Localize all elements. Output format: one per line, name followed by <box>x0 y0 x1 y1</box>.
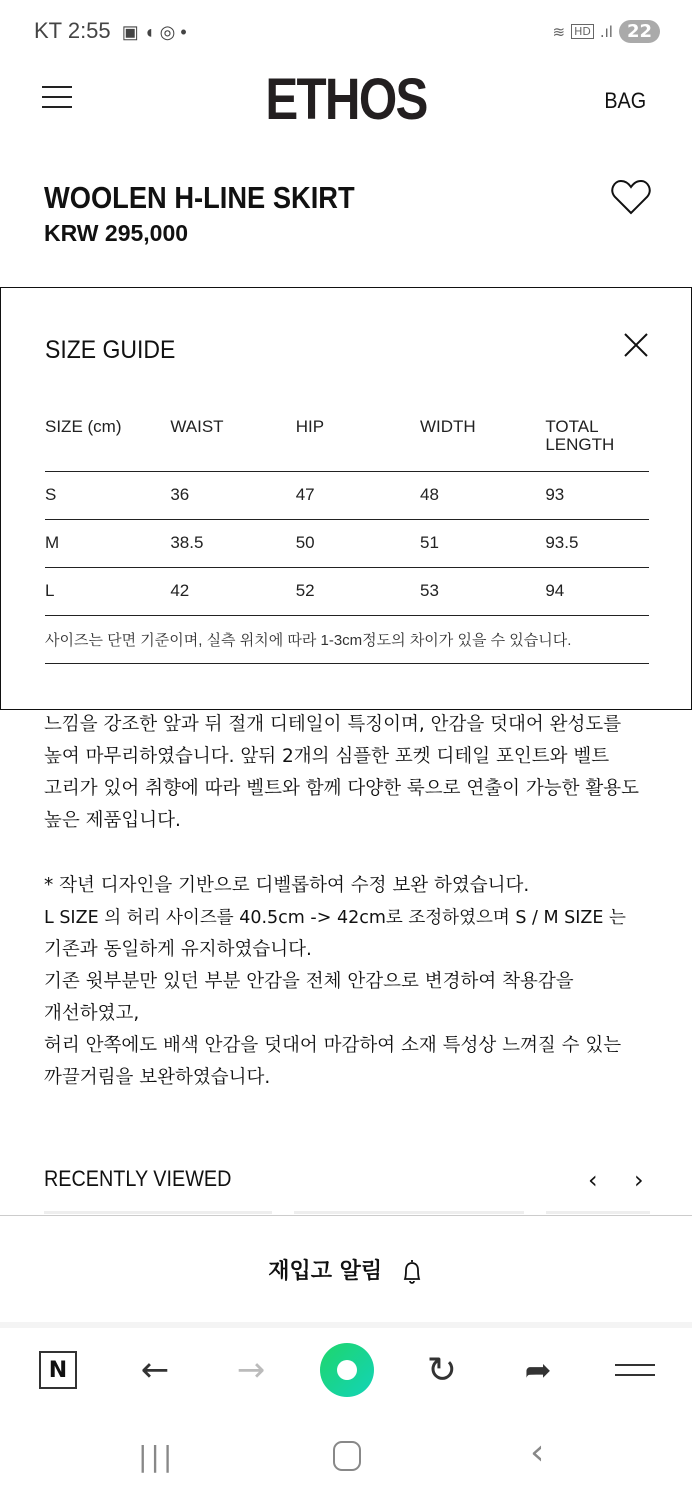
cell: 47 <box>296 471 420 519</box>
divider <box>0 1215 692 1216</box>
cell: 36 <box>170 471 295 519</box>
header-waist: WAIST <box>170 418 295 471</box>
header-size: SIZE (cm) <box>45 418 170 471</box>
cell: 50 <box>296 519 420 567</box>
browser-menu-icon[interactable] <box>605 1340 665 1400</box>
cell: S <box>45 471 170 519</box>
battery-indicator: 22 <box>619 20 660 43</box>
cell: M <box>45 519 170 567</box>
recent-item[interactable] <box>44 1211 272 1214</box>
bell-icon <box>400 1258 424 1286</box>
system-icons <box>553 20 661 43</box>
table-row <box>45 471 649 519</box>
cell: 42 <box>170 567 295 615</box>
status-bar <box>34 18 187 44</box>
heart-icon[interactable] <box>610 178 652 216</box>
restock-alert-button[interactable] <box>0 1254 692 1286</box>
next-arrow-icon[interactable]: › <box>634 1166 644 1194</box>
close-icon[interactable] <box>624 333 648 357</box>
header-total-length: TOTAL LENGTH <box>545 418 649 471</box>
cell: 94 <box>545 567 649 615</box>
size-table <box>45 418 649 664</box>
restock-label: 재입고 알림 <box>268 1259 383 1284</box>
size-note: 사이즈는 단면 기준이며, 실측 위치에 따라 1-3cm정도의 차이가 있을 수 있습니다. <box>45 615 649 663</box>
table-row <box>45 519 649 567</box>
notification-icons: ▣ ◖ ◎ • <box>116 22 187 42</box>
product-price: KRW 295,000 <box>44 220 189 246</box>
recent-apps-icon[interactable]: ||| <box>138 1440 176 1473</box>
naver-home-button[interactable]: N <box>28 1340 88 1400</box>
size-guide-modal <box>0 287 692 710</box>
cell: 51 <box>420 519 545 567</box>
bag-link[interactable]: BAG <box>603 88 646 113</box>
wifi-icon: ≋ <box>552 22 566 41</box>
carrier-time: KT 2:55 <box>34 18 111 43</box>
recent-item[interactable] <box>546 1211 650 1214</box>
cell: 52 <box>296 567 420 615</box>
green-dot-button[interactable] <box>317 1340 377 1400</box>
cell: 38.5 <box>170 519 295 567</box>
recently-viewed-title: RECENTLY VIEWED <box>44 1166 232 1191</box>
share-icon[interactable]: ➦ <box>524 1351 552 1389</box>
cell: 93 <box>545 471 649 519</box>
cell: L <box>45 567 170 615</box>
hd-icon: HD <box>571 24 594 39</box>
home-icon[interactable] <box>333 1441 361 1471</box>
table-row <box>45 567 649 615</box>
back-arrow-icon[interactable]: ← <box>140 1350 170 1390</box>
recent-item[interactable] <box>294 1211 524 1214</box>
product-name: WOOLEN H-LINE SKIRT <box>44 180 355 215</box>
signal-icon: .ıl <box>599 22 613 41</box>
header-hip: HIP <box>296 418 420 471</box>
refresh-icon[interactable]: ↻ <box>426 1349 458 1391</box>
description-para1: 느낌을 강조한 앞과 뒤 절개 디테일이 특징이며, 안감을 덧대어 완성도를 높여 마무리하였습니다. 앞뒤 2개의 심플한 포켓 디테일 포인트와 벨트 고리가 있어 취향에 따라 벨트와 함께 다양한 룩으로 연출이 가능한 활용도 높은 제품입니다. <box>44 714 639 831</box>
cell: 93.5 <box>545 519 649 567</box>
cell: 53 <box>420 567 545 615</box>
description-para2: * 작년 디자인을 기반으로 디벨롭하여 수정 보완 하였습니다. L SIZE 의 허리 사이즈를 40.5cm -> 42cm로 조정하였으며 S / M SIZE 는 기존과 동일하게 유지하였습니다. 기존 윗부분만 있던 부분 안감을 전체 안감으로 변경하여 착용감을 개선하였고, 허리 안쪽에도 배색 안감을 덧대어 마감하여 소재 특성상 느껴질 수 있는 까끌거림을 보완하였습니다. <box>44 875 626 1088</box>
size-guide-title: SIZE GUIDE <box>45 336 176 364</box>
toolbar-shadow <box>0 1322 692 1328</box>
header-width: WIDTH <box>420 418 545 471</box>
logo[interactable]: ETHOS <box>265 67 427 132</box>
table-header-row <box>45 418 649 471</box>
forward-arrow-icon[interactable]: → <box>236 1350 266 1390</box>
system-back-icon[interactable]: ‹ <box>530 1432 545 1473</box>
cell: 48 <box>420 471 545 519</box>
prev-arrow-icon[interactable]: ‹ <box>588 1166 598 1194</box>
